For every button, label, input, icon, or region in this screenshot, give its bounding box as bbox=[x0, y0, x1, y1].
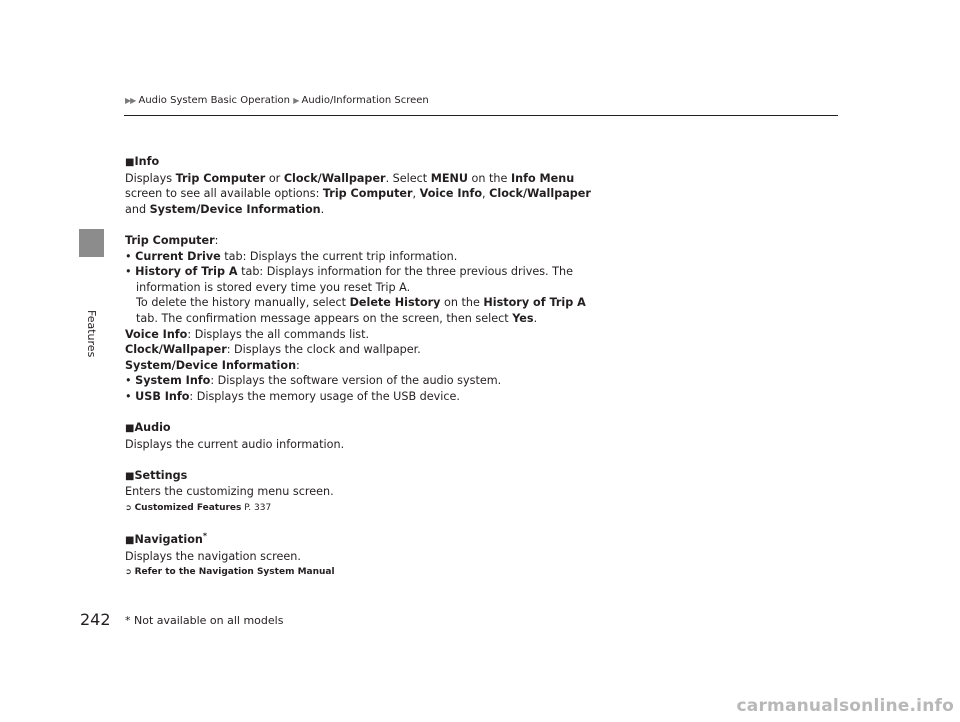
settings-description: Enters the customizing menu screen. bbox=[125, 485, 334, 499]
watermark: carmanualsonline.info bbox=[736, 696, 954, 716]
reference-arrow-icon: ➲ bbox=[125, 567, 132, 577]
navigation-description: Displays the navigation screen. bbox=[125, 549, 301, 563]
bullet-icon: • bbox=[125, 374, 132, 388]
info-intro-line-1: Displays Trip Computer or Clock/Wallpaper. Select MENU on the Info Menu bbox=[125, 171, 575, 185]
page-number: 242 bbox=[80, 610, 111, 629]
header-divider bbox=[124, 115, 838, 116]
audio-description: Displays the current audio information. bbox=[125, 437, 345, 451]
square-bullet-icon: ■ bbox=[125, 470, 135, 482]
breadcrumb-arrow-icon: ▶▶ bbox=[125, 96, 136, 105]
cross-reference-link[interactable]: ➲ Customized Features P. 337 bbox=[125, 503, 272, 514]
square-bullet-icon: ■ bbox=[125, 423, 135, 435]
section-heading-navigation: ■Navigation* bbox=[125, 531, 208, 547]
reference-arrow-icon: ➲ bbox=[125, 503, 132, 513]
list-item-continuation: information is stored every time you reset Trip A. bbox=[136, 280, 411, 294]
footnote: * Not available on all models bbox=[125, 614, 284, 627]
chapter-tab-marker bbox=[79, 229, 104, 257]
page-content bbox=[125, 154, 591, 581]
breadcrumb bbox=[125, 95, 429, 106]
voice-info-line: Voice Info: Displays the all commands list. bbox=[125, 327, 370, 341]
bullet-icon: • bbox=[125, 389, 132, 403]
breadcrumb-arrow-icon: ▶ bbox=[293, 96, 299, 105]
breadcrumb-item-2[interactable]: Audio/Information Screen bbox=[301, 95, 429, 106]
section-heading-audio: ■Audio bbox=[125, 421, 171, 435]
clock-wallpaper-line: Clock/Wallpaper: Displays the clock and wallpaper. bbox=[125, 343, 421, 357]
section-heading-settings: ■Settings bbox=[125, 468, 188, 482]
bullet-icon: • bbox=[125, 265, 132, 279]
square-bullet-icon: ■ bbox=[125, 535, 135, 547]
chapter-side-label: Features bbox=[85, 310, 98, 358]
list-item: • Current Drive tab: Displays the current trip information. bbox=[125, 249, 458, 263]
trip-computer-label: Trip Computer: bbox=[125, 233, 219, 247]
asterisk-footnote-marker: * bbox=[202, 531, 208, 541]
list-item: • System Info: Displays the software version of the audio system. bbox=[125, 374, 502, 388]
info-intro-line-3: and System/Device Information. bbox=[125, 202, 325, 216]
bullet-icon: • bbox=[125, 249, 132, 263]
list-item: • History of Trip A tab: Displays information for the three previous drives. The bbox=[125, 265, 573, 279]
list-item: • USB Info: Displays the memory usage of the USB device. bbox=[125, 389, 460, 403]
breadcrumb-item-1[interactable]: Audio System Basic Operation bbox=[138, 95, 290, 106]
section-heading-info: ■Info bbox=[125, 155, 160, 168]
cross-reference-link[interactable]: ➲ Refer to the Navigation System Manual bbox=[125, 567, 335, 578]
list-item-continuation: To delete the history manually, select Delete History on the History of Trip A bbox=[136, 296, 586, 310]
square-bullet-icon: ■ bbox=[125, 157, 135, 168]
system-device-label: System/Device Information: bbox=[125, 358, 300, 372]
info-intro-line-2: screen to see all available options: Trip Computer, Voice Info, Clock/Wallpaper bbox=[125, 187, 591, 201]
list-item-continuation: tab. The confirmation message appears on the screen, then select Yes. bbox=[136, 311, 538, 325]
